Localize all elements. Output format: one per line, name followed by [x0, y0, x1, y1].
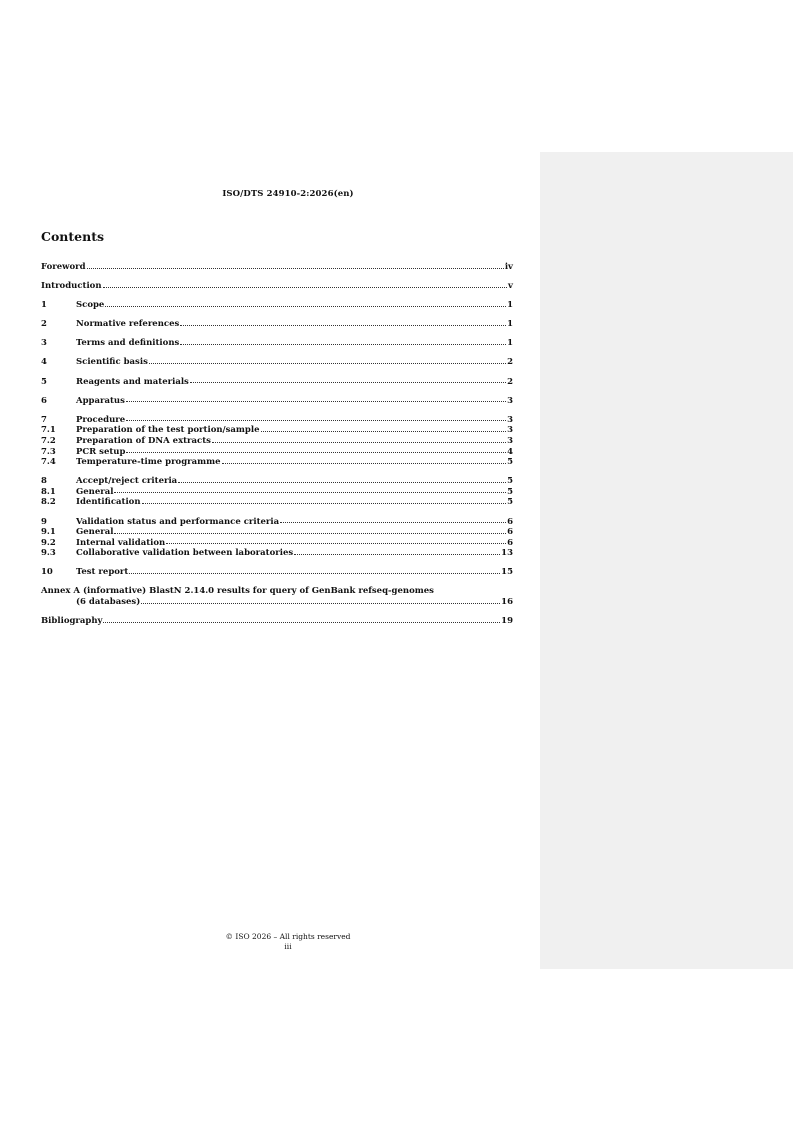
- toc-entry-general-9-1[interactable]: [41, 527, 513, 538]
- toc-entry-title: Identification: [76, 497, 141, 508]
- toc-entry-number: 2: [41, 319, 47, 330]
- toc-entry-title: Internal validation: [76, 537, 166, 548]
- toc-leader: [87, 267, 504, 269]
- toc-entry-scope[interactable]: [41, 300, 513, 311]
- toc-entry-number: 1: [41, 300, 47, 311]
- toc-leader: [280, 521, 506, 523]
- copyright-notice: © ISO 2026 – All rights reserved: [225, 932, 351, 941]
- toc-entry-number: 9.3: [41, 548, 56, 559]
- toc-entry-bibliography[interactable]: [41, 616, 513, 627]
- comment-pane-divider: [540, 189, 793, 190]
- toc-entry-number: 7.4: [41, 457, 56, 468]
- toc-leader: [126, 451, 506, 453]
- toc-leader: [141, 602, 500, 604]
- toc-entry-title: Temperature-time programme: [76, 457, 221, 468]
- toc-entry-number: 6: [41, 395, 47, 406]
- toc-entry-annex-a-continued[interactable]: [41, 597, 513, 608]
- table-of-contents: [41, 262, 513, 627]
- toc-entry-page: 1: [507, 338, 513, 349]
- toc-entry-number: 3: [41, 338, 47, 349]
- toc-leader: [142, 502, 507, 504]
- toc-entry-title: Preparation of the test portion/sample: [76, 425, 260, 436]
- toc-leader: [103, 286, 508, 288]
- toc-leader: [126, 400, 506, 402]
- toc-entry-title: Reagents and materials: [76, 376, 189, 387]
- toc-entry-apparatus[interactable]: [41, 396, 513, 407]
- toc-entry-title: Apparatus: [76, 395, 125, 406]
- toc-entry-page: v: [508, 281, 513, 292]
- toc-entry-number: 4: [41, 357, 47, 368]
- toc-entry-page: 3: [507, 425, 513, 436]
- toc-entry-title: (6 databases): [76, 597, 141, 608]
- page-footer: [40, 932, 536, 952]
- toc-leader: [126, 419, 506, 421]
- toc-entry-test-report[interactable]: [41, 567, 513, 578]
- toc-entry-preparation-dna-extracts[interactable]: [41, 436, 513, 447]
- toc-entry-title: Scope: [76, 300, 105, 311]
- toc-entry-page: 2: [507, 357, 513, 368]
- toc-entry-title: Terms and definitions: [76, 338, 180, 349]
- toc-entry-title: Annex A (informative) BlastN 2.14.0 results for query of GenBank refseq-genomes: [41, 586, 434, 597]
- toc-entry-page: 2: [507, 376, 513, 387]
- toc-entry-accept-reject-criteria[interactable]: [41, 476, 513, 487]
- toc-entry-internal-validation[interactable]: [41, 538, 513, 549]
- toc-entry-number: 7.2: [41, 435, 56, 446]
- toc-entry-title: Introduction: [41, 281, 102, 292]
- toc-entry-identification[interactable]: [41, 497, 513, 508]
- toc-entry-number: 8.2: [41, 497, 56, 508]
- toc-entry-title: Collaborative validation between laboratories: [76, 548, 294, 559]
- toc-entry-page: 1: [507, 300, 513, 311]
- toc-entry-page: 19: [501, 616, 513, 627]
- toc-entry-number: 8.1: [41, 486, 56, 497]
- toc-entry-pcr-setup[interactable]: [41, 447, 513, 458]
- toc-entry-reagents-and-materials[interactable]: [41, 377, 513, 388]
- toc-entry-title: Foreword: [41, 262, 86, 272]
- toc-entry-page: iv: [504, 262, 513, 272]
- toc-entry-title: Bibliography: [41, 616, 103, 627]
- toc-leader: [114, 532, 506, 534]
- toc-leader: [261, 430, 507, 432]
- toc-entry-annex-a[interactable]: [41, 586, 513, 597]
- toc-entry-page: 15: [501, 567, 513, 578]
- toc-entry-page: 4: [507, 446, 513, 457]
- toc-entry-page: 16: [501, 597, 513, 608]
- toc-entry-title: General: [76, 486, 114, 497]
- toc-entry-number: 9.2: [41, 537, 56, 548]
- toc-entry-title: Accept/reject criteria: [76, 476, 178, 487]
- toc-entry-terms-and-definitions[interactable]: [41, 338, 513, 349]
- toc-leader: [222, 462, 507, 464]
- toc-entry-collaborative-validation[interactable]: [41, 548, 513, 559]
- toc-entry-page: 3: [507, 395, 513, 406]
- toc-entry-foreword[interactable]: [41, 262, 513, 273]
- toc-entry-page: 3: [507, 435, 513, 446]
- toc-leader: [212, 441, 506, 443]
- toc-entry-page: 5: [507, 476, 513, 487]
- toc-leader: [166, 542, 506, 544]
- toc-leader: [129, 572, 500, 574]
- toc-leader: [114, 491, 506, 493]
- toc-entry-page: 5: [507, 486, 513, 497]
- toc-entry-scientific-basis[interactable]: [41, 357, 513, 368]
- toc-entry-title: Preparation of DNA extracts: [76, 435, 211, 446]
- toc-leader: [190, 381, 506, 383]
- toc-entry-preparation-test-portion[interactable]: [41, 425, 513, 436]
- toc-entry-page: 3: [507, 414, 513, 425]
- toc-entry-normative-references[interactable]: [41, 319, 513, 330]
- toc-entry-page: 1: [507, 319, 513, 330]
- toc-leader: [149, 362, 506, 364]
- toc-leader: [294, 553, 500, 555]
- toc-leader: [180, 324, 506, 326]
- toc-entry-number: 9.1: [41, 527, 56, 538]
- toc-entry-title: Validation status and performance criteria: [76, 516, 280, 527]
- toc-entry-title: Procedure: [76, 414, 126, 425]
- contents-title: Contents: [41, 229, 105, 244]
- toc-entry-number: 8: [41, 476, 47, 487]
- toc-entry-general-8-1[interactable]: [41, 487, 513, 498]
- document-header: ISO/DTS 24910-2:2026(en): [222, 189, 354, 199]
- toc-entry-introduction[interactable]: [41, 281, 513, 292]
- toc-leader: [178, 481, 506, 483]
- toc-entry-title: General: [76, 527, 114, 538]
- toc-entry-title: PCR setup: [76, 446, 126, 457]
- comment-pane: [540, 152, 793, 969]
- toc-entry-number: 10: [41, 567, 53, 578]
- toc-entry-page: 6: [507, 516, 513, 527]
- toc-entry-number: 7.1: [41, 425, 56, 436]
- toc-entry-page: 5: [507, 457, 513, 468]
- toc-entry-title: Scientific basis: [76, 357, 148, 368]
- toc-entry-temperature-time-programme[interactable]: [41, 457, 513, 468]
- toc-entry-page: 5: [507, 497, 513, 508]
- toc-entry-page: 6: [507, 527, 513, 538]
- toc-entry-validation-status[interactable]: [41, 517, 513, 528]
- page-number: iii: [284, 942, 292, 951]
- toc-leader: [180, 343, 506, 345]
- toc-leader: [103, 621, 500, 623]
- toc-leader: [105, 305, 506, 307]
- toc-entry-title: Test report: [76, 567, 129, 578]
- toc-entry-procedure[interactable]: [41, 415, 513, 426]
- toc-entry-number: 5: [41, 376, 47, 387]
- toc-entry-title: Normative references: [76, 319, 180, 330]
- toc-entry-number: 9: [41, 516, 47, 527]
- toc-entry-number: 7.3: [41, 446, 56, 457]
- toc-entry-page: 13: [501, 548, 513, 559]
- toc-entry-number: 7: [41, 414, 47, 425]
- toc-entry-page: 6: [507, 537, 513, 548]
